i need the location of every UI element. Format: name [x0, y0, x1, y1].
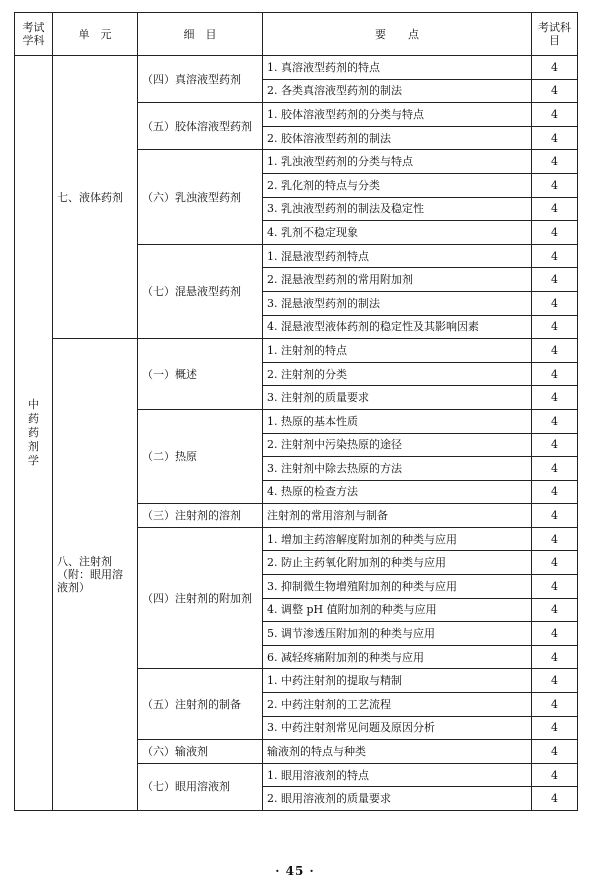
point-cell: 2. 注射剂的分类 — [263, 362, 532, 386]
level-cell: 4 — [532, 386, 578, 410]
unit-cell — [53, 56, 138, 339]
level-cell: 4 — [532, 716, 578, 740]
page-number: · 45 · — [275, 864, 315, 878]
point-cell: 4. 乳剂不稳定现象 — [263, 221, 532, 245]
point-cell: 6. 减轻疼痛附加剂的种类与应用 — [263, 645, 532, 669]
point-cell: 1. 增加主药溶解度附加剂的种类与应用 — [263, 527, 532, 551]
level-cell: 4 — [532, 480, 578, 504]
unit-cell — [53, 339, 138, 811]
level-cell: 4 — [532, 339, 578, 363]
point-cell: 2. 各类真溶液型药剂的制法 — [263, 79, 532, 103]
point-cell: 3. 注射剂的质量要求 — [263, 386, 532, 410]
level-cell: 4 — [532, 575, 578, 599]
level-cell: 4 — [532, 457, 578, 481]
point-cell: 3. 乳浊液型药剂的制法及稳定性 — [263, 197, 532, 221]
header-subject: 考试学科 — [15, 13, 53, 56]
item-cell: （五）注射剂的制备 — [138, 669, 263, 740]
point-cell: 2. 眼用溶液剂的质量要求 — [263, 787, 532, 811]
unit-label-line: 液剂） — [57, 581, 90, 595]
point-cell: 3. 注射剂中除去热原的方法 — [263, 457, 532, 481]
level-cell: 4 — [532, 362, 578, 386]
point-cell: 4. 混悬液型液体药剂的稳定性及其影响因素 — [263, 315, 532, 339]
item-cell: （六）输液剂 — [138, 740, 263, 764]
level-cell: 4 — [532, 244, 578, 268]
level-cell: 4 — [532, 197, 578, 221]
level-cell: 4 — [532, 409, 578, 433]
syllabus-body — [15, 56, 578, 811]
level-cell: 4 — [532, 291, 578, 315]
item-cell: （七）混悬液型药剂 — [138, 244, 263, 338]
level-cell: 4 — [532, 221, 578, 245]
point-cell: 3. 抑制微生物增殖附加剂的种类与应用 — [263, 575, 532, 599]
subject-cell — [15, 56, 53, 811]
point-cell: 2. 防止主药氧化附加剂的种类与应用 — [263, 551, 532, 575]
item-cell: （五）胶体溶液型药剂 — [138, 103, 263, 150]
point-cell: 2. 中药注射剂的工艺流程 — [263, 693, 532, 717]
level-cell: 4 — [532, 79, 578, 103]
unit-label-line: （附：眼用溶 — [57, 568, 123, 582]
level-cell: 4 — [532, 763, 578, 787]
point-cell: 5. 调节渗透压附加剂的种类与应用 — [263, 622, 532, 646]
unit-label-line: 八、注射剂 — [57, 555, 112, 569]
point-cell: 1. 乳浊液型药剂的分类与特点 — [263, 150, 532, 174]
point-cell: 1. 胶体溶液型药剂的分类与特点 — [263, 103, 532, 127]
point-cell: 2. 混悬液型药剂的常用附加剂 — [263, 268, 532, 292]
header-row — [15, 13, 578, 56]
level-cell: 4 — [532, 551, 578, 575]
level-cell: 4 — [532, 433, 578, 457]
table-row — [15, 339, 578, 363]
level-cell: 4 — [532, 787, 578, 811]
item-cell: （七）眼用溶液剂 — [138, 763, 263, 810]
item-cell: （一）概述 — [138, 339, 263, 410]
point-cell: 4. 热原的检查方法 — [263, 480, 532, 504]
point-cell: 1. 中药注射剂的提取与精制 — [263, 669, 532, 693]
point-cell: 1. 注射剂的特点 — [263, 339, 532, 363]
syllabus-table — [14, 12, 578, 811]
header-unit: 单 元 — [53, 13, 138, 56]
item-cell: （二）热原 — [138, 409, 263, 503]
point-cell: 3. 中药注射剂常见问题及原因分析 — [263, 716, 532, 740]
point-cell: 1. 热原的基本性质 — [263, 409, 532, 433]
point-cell: 注射剂的常用溶剂与制备 — [263, 504, 532, 528]
item-cell: （四）真溶液型药剂 — [138, 56, 263, 103]
unit-label-line: 七、液体药剂 — [57, 190, 123, 204]
level-cell: 4 — [532, 150, 578, 174]
level-cell: 4 — [532, 645, 578, 669]
header-points: 要 点 — [263, 13, 532, 56]
level-cell: 4 — [532, 173, 578, 197]
item-cell: （四）注射剂的附加剂 — [138, 527, 263, 669]
point-cell: 2. 注射剂中污染热原的途径 — [263, 433, 532, 457]
header-item: 细 目 — [138, 13, 263, 56]
subject-label: 中药药剂学 — [28, 398, 39, 467]
table-row — [15, 56, 578, 80]
header-level: 考试科目 — [532, 13, 578, 56]
level-cell: 4 — [532, 315, 578, 339]
point-cell: 1. 真溶液型药剂的特点 — [263, 56, 532, 80]
point-cell: 4. 调整 pH 值附加剂的种类与应用 — [263, 598, 532, 622]
level-cell: 4 — [532, 268, 578, 292]
level-cell: 4 — [532, 56, 578, 80]
level-cell: 4 — [532, 669, 578, 693]
level-cell: 4 — [532, 622, 578, 646]
point-cell: 1. 混悬液型药剂特点 — [263, 244, 532, 268]
point-cell: 输液剂的特点与种类 — [263, 740, 532, 764]
level-cell: 4 — [532, 527, 578, 551]
level-cell: 4 — [532, 598, 578, 622]
item-cell: （六）乳浊液型药剂 — [138, 150, 263, 244]
item-cell: （三）注射剂的溶剂 — [138, 504, 263, 528]
point-cell: 3. 混悬液型药剂的制法 — [263, 291, 532, 315]
level-cell: 4 — [532, 693, 578, 717]
level-cell: 4 — [532, 504, 578, 528]
level-cell: 4 — [532, 126, 578, 150]
point-cell: 1. 眼用溶液剂的特点 — [263, 763, 532, 787]
point-cell: 2. 胶体溶液型药剂的制法 — [263, 126, 532, 150]
level-cell: 4 — [532, 740, 578, 764]
point-cell: 2. 乳化剂的特点与分类 — [263, 173, 532, 197]
level-cell: 4 — [532, 103, 578, 127]
